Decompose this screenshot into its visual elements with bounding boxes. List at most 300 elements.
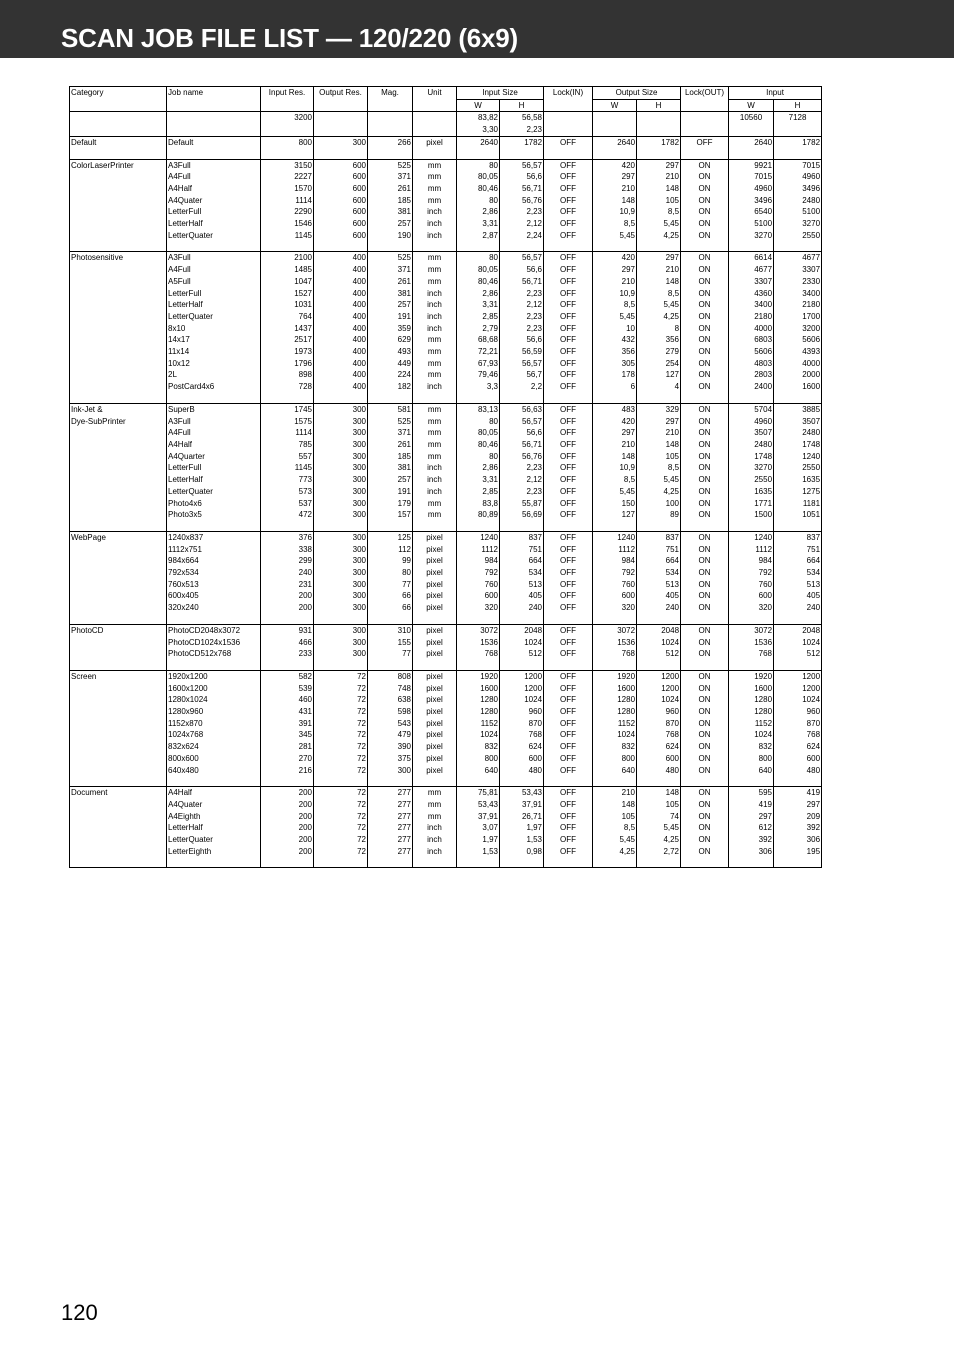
- base-input-h-inch: 2,23: [526, 125, 543, 135]
- cell-in-h: 513: [500, 579, 544, 591]
- spacer-cell: [774, 776, 822, 787]
- spacer-cell: [637, 149, 681, 160]
- cell-output-res: 72: [314, 765, 368, 777]
- cell-input-res: 3150: [261, 159, 314, 171]
- category-cell: [70, 555, 167, 567]
- spacer-cell: [593, 776, 637, 787]
- spacer-cell: [314, 776, 368, 787]
- cell-in-h: 56,7: [500, 369, 544, 381]
- cell-job-name: SuperB: [167, 403, 261, 415]
- cell-in-h: 2,12: [500, 299, 544, 311]
- spacer-cell: [368, 521, 413, 532]
- cell-in-w: 80: [457, 195, 500, 207]
- spacer-cell: [70, 660, 167, 671]
- cell-px-w: 4360: [729, 288, 774, 300]
- cell-output-res: 300: [314, 498, 368, 510]
- cell-in-h: 2,12: [500, 218, 544, 230]
- cell-mag: 808: [368, 670, 413, 682]
- table-row: [70, 579, 822, 591]
- cell-out-w: 8,5: [593, 822, 637, 834]
- cell-lock-in: OFF: [544, 718, 593, 730]
- cell-mag: 543: [368, 718, 413, 730]
- table-row: [70, 136, 822, 148]
- spacer-cell: [314, 857, 368, 868]
- cell-mag: 371: [368, 427, 413, 439]
- cell-in-h: 56,6: [500, 427, 544, 439]
- spacer-cell: [637, 857, 681, 868]
- cell-unit: mm: [413, 811, 457, 823]
- category-cell: [70, 799, 167, 811]
- cell-out-w: 150: [593, 498, 637, 510]
- cell-unit: mm: [413, 358, 457, 370]
- cell-mag: 190: [368, 230, 413, 242]
- cell-input-res: 898: [261, 369, 314, 381]
- cell-job-name: 1112x751: [167, 544, 261, 556]
- table-row: [70, 439, 822, 451]
- cell-px-w: 1635: [729, 486, 774, 498]
- cell-in-w: 3,07: [457, 822, 500, 834]
- cell-job-name: LetterQuater: [167, 486, 261, 498]
- cell-px-w: 1500: [729, 509, 774, 521]
- cell-out-h: 837: [637, 531, 681, 543]
- cell-out-w: 210: [593, 787, 637, 799]
- cell-output-res: 300: [314, 427, 368, 439]
- cell-lock-in: OFF: [544, 323, 593, 335]
- category-cell: [70, 822, 167, 834]
- base-input-h: [500, 112, 544, 136]
- cell-px-h: 513: [774, 579, 822, 591]
- category-cell: [70, 765, 167, 777]
- spacer-cell: [457, 660, 500, 671]
- cell-output-res: 72: [314, 741, 368, 753]
- table-row: [70, 474, 822, 486]
- spacer-cell: [457, 241, 500, 252]
- cell-out-w: 1152: [593, 718, 637, 730]
- cell-mag: 277: [368, 834, 413, 846]
- spacer-cell: [368, 149, 413, 160]
- cell-lock-in: OFF: [544, 299, 593, 311]
- cell-job-name: LetterHalf: [167, 822, 261, 834]
- cell-unit: inch: [413, 311, 457, 323]
- cell-out-w: 420: [593, 252, 637, 264]
- cell-job-name: 1280x960: [167, 706, 261, 718]
- cell-lock-in: OFF: [544, 334, 593, 346]
- spacer-cell: [314, 393, 368, 404]
- cell-in-w: 1536: [457, 637, 500, 649]
- cell-lock-in: OFF: [544, 381, 593, 393]
- cell-mag: 525: [368, 416, 413, 428]
- cell-out-h: 600: [637, 753, 681, 765]
- spacer-cell: [167, 241, 261, 252]
- cell-input-res: 2227: [261, 171, 314, 183]
- cell-in-h: 2,23: [500, 288, 544, 300]
- title-bar: [0, 0, 954, 58]
- cell-lock-in: OFF: [544, 230, 593, 242]
- cell-input-res: 1973: [261, 346, 314, 358]
- cell-unit: mm: [413, 498, 457, 510]
- cell-out-w: 210: [593, 276, 637, 288]
- cell-lock-out: ON: [681, 206, 729, 218]
- cell-lock-in: OFF: [544, 637, 593, 649]
- category-cell: [70, 206, 167, 218]
- cell-out-w: 178: [593, 369, 637, 381]
- cell-px-w: 1112: [729, 544, 774, 556]
- subheader-row: [70, 99, 822, 112]
- cell-job-name: 1280x1024: [167, 694, 261, 706]
- cell-px-w: 1748: [729, 451, 774, 463]
- table-row: [70, 590, 822, 602]
- cell-in-h: 2,23: [500, 323, 544, 335]
- cell-input-res: 1114: [261, 195, 314, 207]
- cell-lock-in: OFF: [544, 753, 593, 765]
- cell-px-w: 3400: [729, 299, 774, 311]
- cell-mag: 77: [368, 648, 413, 660]
- table-row: [70, 846, 822, 858]
- cell-lock-in: OFF: [544, 136, 593, 148]
- cell-in-h: 56,63: [500, 403, 544, 415]
- cell-lock-in: OFF: [544, 670, 593, 682]
- cell-px-h: 3885: [774, 403, 822, 415]
- cell-out-h: 2,72: [637, 846, 681, 858]
- cell-input-res: 345: [261, 729, 314, 741]
- cell-lock-in: OFF: [544, 683, 593, 695]
- cell-unit: pixel: [413, 136, 457, 148]
- cell-job-name: 11x14: [167, 346, 261, 358]
- cell-unit: pixel: [413, 602, 457, 614]
- base-input-w-mm: 83,82: [477, 113, 498, 123]
- cell-lock-in: OFF: [544, 195, 593, 207]
- table-row: [70, 567, 822, 579]
- cell-in-h: 56,71: [500, 276, 544, 288]
- category-cell: [70, 171, 167, 183]
- spacer-cell: [314, 241, 368, 252]
- cell-out-h: 148: [637, 276, 681, 288]
- cell-input-res: 1527: [261, 288, 314, 300]
- cell-in-w: 1600: [457, 683, 500, 695]
- cell-unit: inch: [413, 462, 457, 474]
- cell-in-w: 83,13: [457, 403, 500, 415]
- cell-in-h: 56,6: [500, 171, 544, 183]
- cell-mag: 390: [368, 741, 413, 753]
- cell-mag: 185: [368, 451, 413, 463]
- base-pixel-w: 10560: [729, 112, 774, 136]
- cell-job-name: A4Half: [167, 787, 261, 799]
- table-row: [70, 718, 822, 730]
- cell-in-h: 600: [500, 753, 544, 765]
- spacer-cell: [314, 521, 368, 532]
- cell-job-name: A4Full: [167, 264, 261, 276]
- cell-px-h: 2480: [774, 427, 822, 439]
- cell-out-w: 1240: [593, 531, 637, 543]
- cell-out-h: 297: [637, 159, 681, 171]
- cell-px-h: 2048: [774, 624, 822, 636]
- cell-out-h: 148: [637, 787, 681, 799]
- cell-in-h: 55,87: [500, 498, 544, 510]
- cell-lock-in: OFF: [544, 462, 593, 474]
- cell-output-res: 300: [314, 439, 368, 451]
- cell-output-res: 400: [314, 358, 368, 370]
- cell-job-name: 1152x870: [167, 718, 261, 730]
- cell-px-w: 2803: [729, 369, 774, 381]
- spacer-cell: [70, 857, 167, 868]
- cell-output-res: 300: [314, 474, 368, 486]
- cell-lock-in: OFF: [544, 276, 593, 288]
- cell-out-w: 832: [593, 741, 637, 753]
- cell-px-w: 760: [729, 579, 774, 591]
- cell-output-res: 600: [314, 218, 368, 230]
- cell-input-res: 216: [261, 765, 314, 777]
- cell-lock-in: OFF: [544, 822, 593, 834]
- cell-in-w: 80,46: [457, 439, 500, 451]
- cell-mag: 381: [368, 288, 413, 300]
- cell-in-w: 3,31: [457, 218, 500, 230]
- cell-input-res: 200: [261, 602, 314, 614]
- cell-in-h: 56,57: [500, 416, 544, 428]
- cell-unit: pixel: [413, 648, 457, 660]
- cell-lock-in: OFF: [544, 787, 593, 799]
- cell-lock-in: OFF: [544, 416, 593, 428]
- spacer-cell: [774, 393, 822, 404]
- spacer-cell: [729, 614, 774, 625]
- cell-out-w: 420: [593, 416, 637, 428]
- spacer-cell: [261, 241, 314, 252]
- cell-px-h: 4960: [774, 171, 822, 183]
- cell-lock-in: OFF: [544, 811, 593, 823]
- cell-in-h: 768: [500, 729, 544, 741]
- cell-output-res: 600: [314, 230, 368, 242]
- cell-mag: 371: [368, 171, 413, 183]
- cell-input-res: 299: [261, 555, 314, 567]
- cell-out-w: 10,9: [593, 462, 637, 474]
- cell-unit: pixel: [413, 765, 457, 777]
- cell-input-res: 1437: [261, 323, 314, 335]
- table-row: [70, 416, 822, 428]
- spacer-cell: [774, 660, 822, 671]
- spacer-cell: [500, 149, 544, 160]
- cell-lock-out: ON: [681, 264, 729, 276]
- cell-output-res: 72: [314, 683, 368, 695]
- cell-unit: mm: [413, 276, 457, 288]
- cell-unit: pixel: [413, 670, 457, 682]
- cell-lock-in: OFF: [544, 159, 593, 171]
- cell-out-w: 105: [593, 811, 637, 823]
- cell-px-h: 419: [774, 787, 822, 799]
- cell-output-res: 400: [314, 346, 368, 358]
- cell-lock-out: ON: [681, 555, 729, 567]
- spacer-cell: [729, 660, 774, 671]
- cell-mag: 125: [368, 531, 413, 543]
- table-row: [70, 741, 822, 753]
- cell-out-w: 1600: [593, 683, 637, 695]
- base-input-res: 3200: [261, 112, 314, 136]
- category-cell: [70, 683, 167, 695]
- cell-output-res: 300: [314, 403, 368, 415]
- spacer-cell: [368, 614, 413, 625]
- cell-px-h: 960: [774, 706, 822, 718]
- cell-in-w: 600: [457, 590, 500, 602]
- table-row: [70, 218, 822, 230]
- cell-px-w: 595: [729, 787, 774, 799]
- table-row: [70, 624, 822, 636]
- cell-input-res: 270: [261, 753, 314, 765]
- cell-out-w: 297: [593, 427, 637, 439]
- base-input-w: [457, 112, 500, 136]
- spacer-cell: [729, 241, 774, 252]
- cell-lock-in: OFF: [544, 799, 593, 811]
- cell-lock-out: ON: [681, 381, 729, 393]
- cell-lock-in: OFF: [544, 706, 593, 718]
- cell-job-name: 2L: [167, 369, 261, 381]
- spacer-cell: [457, 149, 500, 160]
- cell-px-w: 1240: [729, 531, 774, 543]
- cell-unit: pixel: [413, 729, 457, 741]
- cell-mag: 310: [368, 624, 413, 636]
- cell-px-w: 7015: [729, 171, 774, 183]
- cell-job-name: A4Quarter: [167, 451, 261, 463]
- spacer-cell: [637, 241, 681, 252]
- cell-px-h: 600: [774, 753, 822, 765]
- cell-mag: 277: [368, 846, 413, 858]
- cell-mag: 598: [368, 706, 413, 718]
- spacer-cell: [681, 393, 729, 404]
- cell-px-w: 1536: [729, 637, 774, 649]
- cell-lock-out: ON: [681, 753, 729, 765]
- cell-px-w: 768: [729, 648, 774, 660]
- cell-job-name: LetterHalf: [167, 299, 261, 311]
- cell-unit: mm: [413, 252, 457, 264]
- base-input-h-mm: 56,58: [521, 113, 543, 123]
- spacer-cell: [457, 393, 500, 404]
- cell-input-res: 773: [261, 474, 314, 486]
- spacer-cell: [70, 149, 167, 160]
- cell-out-h: 148: [637, 439, 681, 451]
- cell-lock-out: ON: [681, 590, 729, 602]
- cell-job-name: 984x664: [167, 555, 261, 567]
- cell-out-h: 279: [637, 346, 681, 358]
- cell-in-w: 1112: [457, 544, 500, 556]
- cell-out-h: 210: [637, 427, 681, 439]
- cell-out-w: 1920: [593, 670, 637, 682]
- spacer-cell: [681, 660, 729, 671]
- spacer-cell: [774, 857, 822, 868]
- spacer-cell: [637, 521, 681, 532]
- cell-lock-in: OFF: [544, 555, 593, 567]
- spacer-cell: [500, 857, 544, 868]
- spacer-cell: [70, 776, 167, 787]
- cell-in-w: 1,97: [457, 834, 500, 846]
- cell-unit: inch: [413, 381, 457, 393]
- cell-lock-in: OFF: [544, 486, 593, 498]
- cell-lock-out: ON: [681, 439, 729, 451]
- cell-px-w: 9921: [729, 159, 774, 171]
- cell-in-w: 768: [457, 648, 500, 660]
- cell-unit: mm: [413, 509, 457, 521]
- cell-px-h: 2000: [774, 369, 822, 381]
- cell-px-h: 1024: [774, 694, 822, 706]
- cell-input-res: 1575: [261, 416, 314, 428]
- base-group: [70, 112, 822, 136]
- category-cell: [70, 334, 167, 346]
- category-cell: [70, 346, 167, 358]
- cell-out-w: 148: [593, 799, 637, 811]
- cell-px-h: 534: [774, 567, 822, 579]
- cell-job-name: LetterQuater: [167, 311, 261, 323]
- cell-px-h: 297: [774, 799, 822, 811]
- cell-lock-in: OFF: [544, 311, 593, 323]
- table-row: [70, 358, 822, 370]
- spacer-cell: [544, 857, 593, 868]
- cell-mag: 525: [368, 252, 413, 264]
- category-cell: [70, 706, 167, 718]
- cell-in-h: 2,23: [500, 462, 544, 474]
- cell-in-h: 1,53: [500, 834, 544, 846]
- cell-lock-out: ON: [681, 729, 729, 741]
- cell-output-res: 400: [314, 311, 368, 323]
- cell-in-w: 2,85: [457, 311, 500, 323]
- category-cell: [70, 718, 167, 730]
- cell-out-h: 5,45: [637, 474, 681, 486]
- cell-out-h: 4,25: [637, 230, 681, 242]
- cell-output-res: 600: [314, 195, 368, 207]
- cell-lock-in: OFF: [544, 288, 593, 300]
- cell-unit: pixel: [413, 531, 457, 543]
- category-cell: [70, 451, 167, 463]
- spacer-cell: [544, 149, 593, 160]
- spacer-cell: [368, 776, 413, 787]
- cell-output-res: 72: [314, 706, 368, 718]
- page-number: 120: [61, 1300, 98, 1325]
- category-cell: [70, 276, 167, 288]
- cell-out-h: 1200: [637, 683, 681, 695]
- cell-lock-in: OFF: [544, 765, 593, 777]
- cell-mag: 157: [368, 509, 413, 521]
- cell-out-h: 1782: [637, 136, 681, 148]
- cell-px-w: 1600: [729, 683, 774, 695]
- cell-out-h: 2048: [637, 624, 681, 636]
- cell-input-res: 472: [261, 509, 314, 521]
- cell-lock-out: ON: [681, 811, 729, 823]
- table-row: [70, 753, 822, 765]
- cell-lock-in: OFF: [544, 171, 593, 183]
- cell-lock-out: ON: [681, 311, 729, 323]
- subheader-output-h: H: [637, 99, 681, 112]
- cell-unit: inch: [413, 299, 457, 311]
- group-spacer: [70, 149, 822, 160]
- cell-px-h: 1275: [774, 486, 822, 498]
- cell-mag: 375: [368, 753, 413, 765]
- spacer-cell: [457, 614, 500, 625]
- table-row: [70, 427, 822, 439]
- spacer-cell: [261, 776, 314, 787]
- category-cell: [70, 288, 167, 300]
- cell-out-h: 8: [637, 323, 681, 335]
- cell-out-w: 210: [593, 183, 637, 195]
- category-cell: [70, 486, 167, 498]
- cell-lock-out: ON: [681, 822, 729, 834]
- spacer-cell: [729, 521, 774, 532]
- cell-px-h: 2330: [774, 276, 822, 288]
- cell-job-name: 600x405: [167, 590, 261, 602]
- cell-job-name: A4Half: [167, 183, 261, 195]
- cell-input-res: 233: [261, 648, 314, 660]
- spacer-cell: [593, 614, 637, 625]
- cell-out-h: 74: [637, 811, 681, 823]
- cell-in-w: 83,8: [457, 498, 500, 510]
- cell-input-res: 1796: [261, 358, 314, 370]
- cell-unit: pixel: [413, 706, 457, 718]
- cell-out-w: 1024: [593, 729, 637, 741]
- cell-px-w: 3307: [729, 276, 774, 288]
